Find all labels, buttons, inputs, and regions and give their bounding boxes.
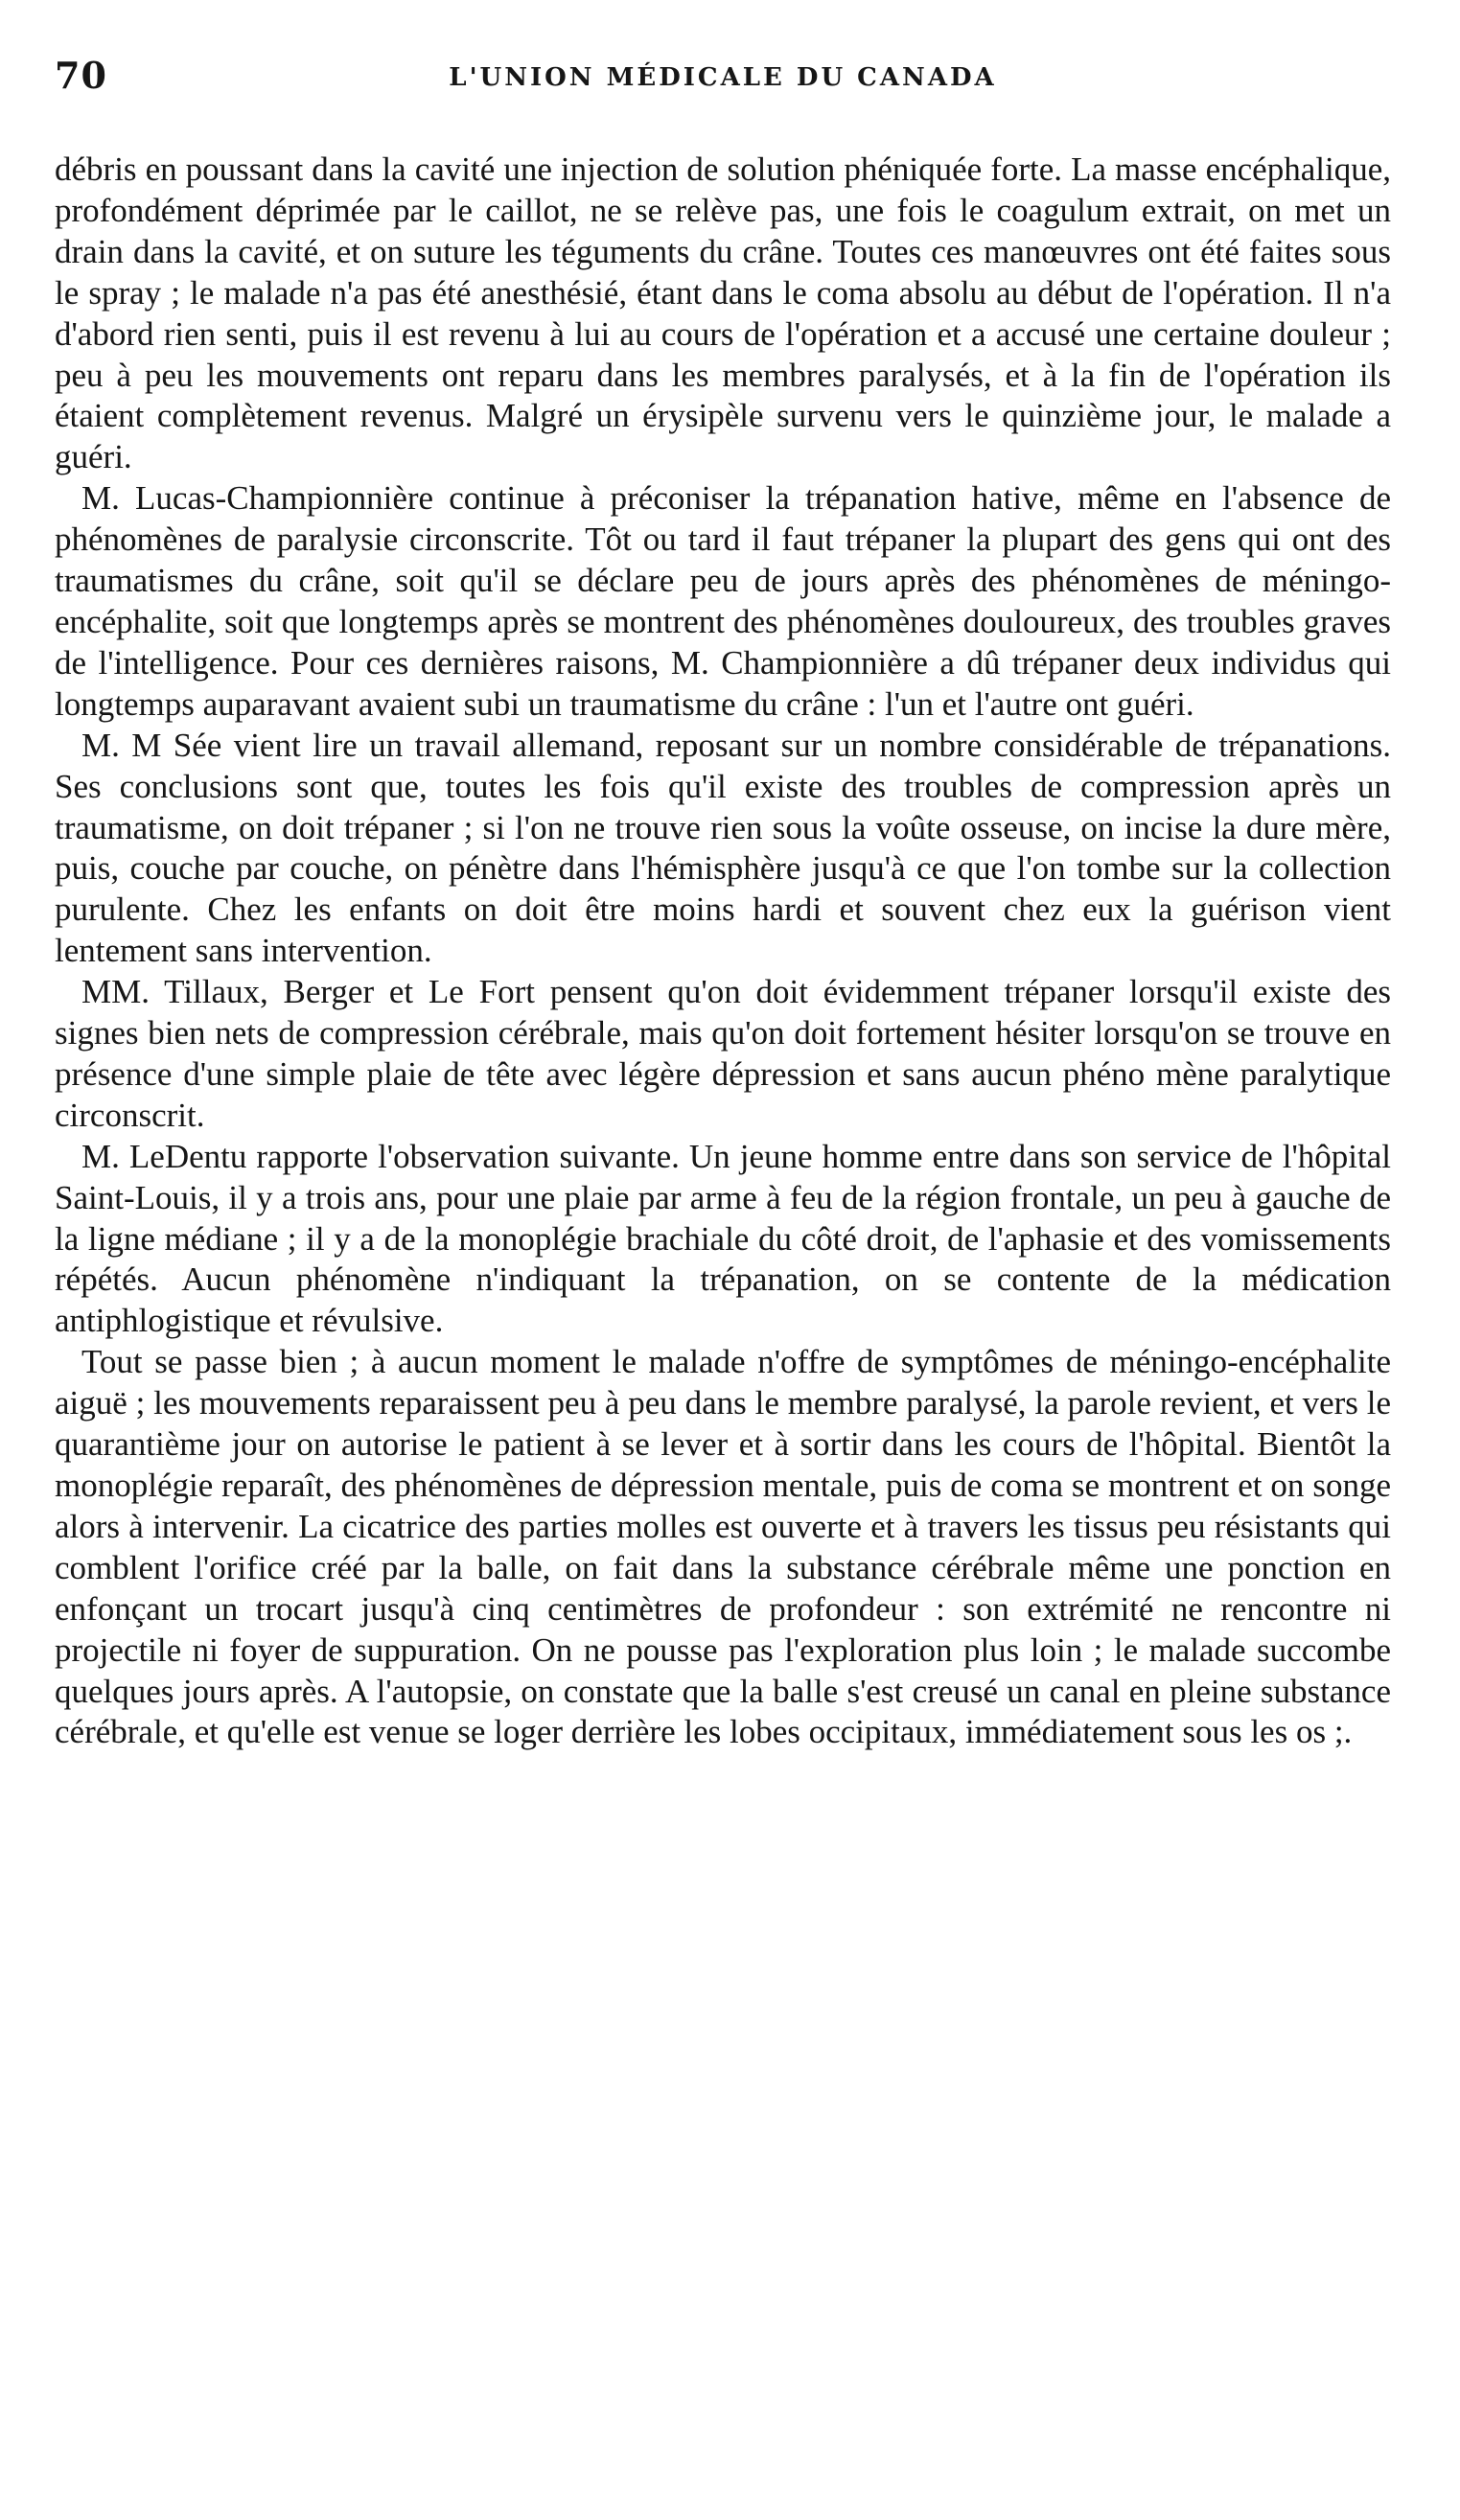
article-body: [55, 150, 1391, 1753]
paragraph-5: M. LeDentu rapporte l'observation suivante. Un jeune homme entre dans son service de l'hôpital Saint-Louis, il y a trois ans, pour une plaie par arme à feu de la région frontale, un peu à gauche de la ligne médiane ; il y a de la monoplégie brachiale du côté droit, de l'aphasie et des vomissements répétés. Aucun phénomène n'indiquant la trépanation, on se contente de la médication antiphlogistique et révulsive.: [55, 1137, 1391, 1340]
paragraph-6: Tout se passe bien ; à aucun moment le malade n'offre de symptômes de méningo-encéphalite aiguë ; les mouvements reparaissent peu à peu dans le membre paralysé, la parole revient, et vers le quarantième jour on autorise le patient à se lever et à sortir dans les cours de l'hôpital. Bientôt la monoplégie reparaît, des phénomènes de dépression mentale, puis de coma se montrent et on songe alors à intervenir. La cicatrice des parties molles est ouverte et à travers les tissus peu résistants qui comblent l'orifice créé par la balle, on fait dans la substance cérébrale même une ponction en enfonçant un trocart jusqu'à cinq centimètres de profondeur : son extrémité ne rencontre ni projectile ni foyer de suppuration. On ne pousse pas l'exploration plus loin ; le malade succombe quelques jours après. A l'autopsie, on constate que la balle s'est creusé un canal en pleine substance cérébrale, et qu'elle est venue se loger derrière les lobes occipitaux, immédiatement sous les os ;.: [55, 1343, 1391, 1751]
paragraph-2: M. Lucas-Championnière continue à préconiser la trépanation hative, même en l'absence de phénomènes de paralysie circonscrite. Tôt ou tard il faut trépaner la plupart des gens qui ont des traumatismes du crâne, soit qu'il se déclare peu de jours après des phénomènes de méningo-encéphalite, soit que longtemps après se montrent des phénomènes douloureux, des troubles graves de l'intelligence. Pour ces dernières raisons, M. Championnière a dû trépaner deux individus qui longtemps auparavant avaient subi un traumatisme du crâne : l'un et l'autre ont guéri.: [55, 479, 1391, 723]
paragraph-1: débris en poussant dans la cavité une injection de solution phéniquée forte. La masse encéphalique, profondément déprimée par le caillot, ne se relève pas, une fois le coagulum extrait, on met un drain dans la cavité, et on suture les téguments du crâne. Toutes ces manœuvres ont été faites sous le spray ; le malade n'a pas été anesthésié, étant dans le coma absolu au début de l'opération. Il n'a d'abord rien senti, puis il est revenu à lui au cours de l'opération et a accusé une certaine douleur ; peu à peu les mouvements ont reparu dans les membres paralysés, et à la fin de l'opération ils étaient complètement revenus. Malgré un érysipèle survenu vers le quinzième jour, le malade a guéri.: [55, 150, 1391, 476]
page-number: 70: [55, 54, 107, 97]
document-page: [55, 48, 1391, 1753]
paragraph-3: M. M Sée vient lire un travail allemand, reposant sur un nombre considérable de trépanations. Ses conclusions sont que, toutes les fois qu'il existe des troubles de compression après un traumatisme, on doit trépaner ; si l'on ne trouve rien sous la voûte osseuse, on incise la dure mère, puis, couche par couche, on pénètre dans l'hémisphère jusqu'à ce que l'on tombe sur la collection purulente. Chez les enfants on doit être moins hardi et souvent chez eux la guérison vient lentement sans intervention.: [55, 726, 1391, 970]
journal-title: L'UNION MÉDICALE DU CANADA: [449, 63, 997, 92]
paragraph-4: MM. Tillaux, Berger et Le Fort pensent qu'on doit évidemment trépaner lorsqu'il existe des signes bien nets de compression cérébrale, mais qu'on doit fortement hésiter lorsqu'on se trouve en présence d'une simple plaie de tête avec légère dépression et sans aucun phéno mène paralytique circonscrit.: [55, 973, 1391, 1134]
running-header: [55, 48, 1391, 105]
